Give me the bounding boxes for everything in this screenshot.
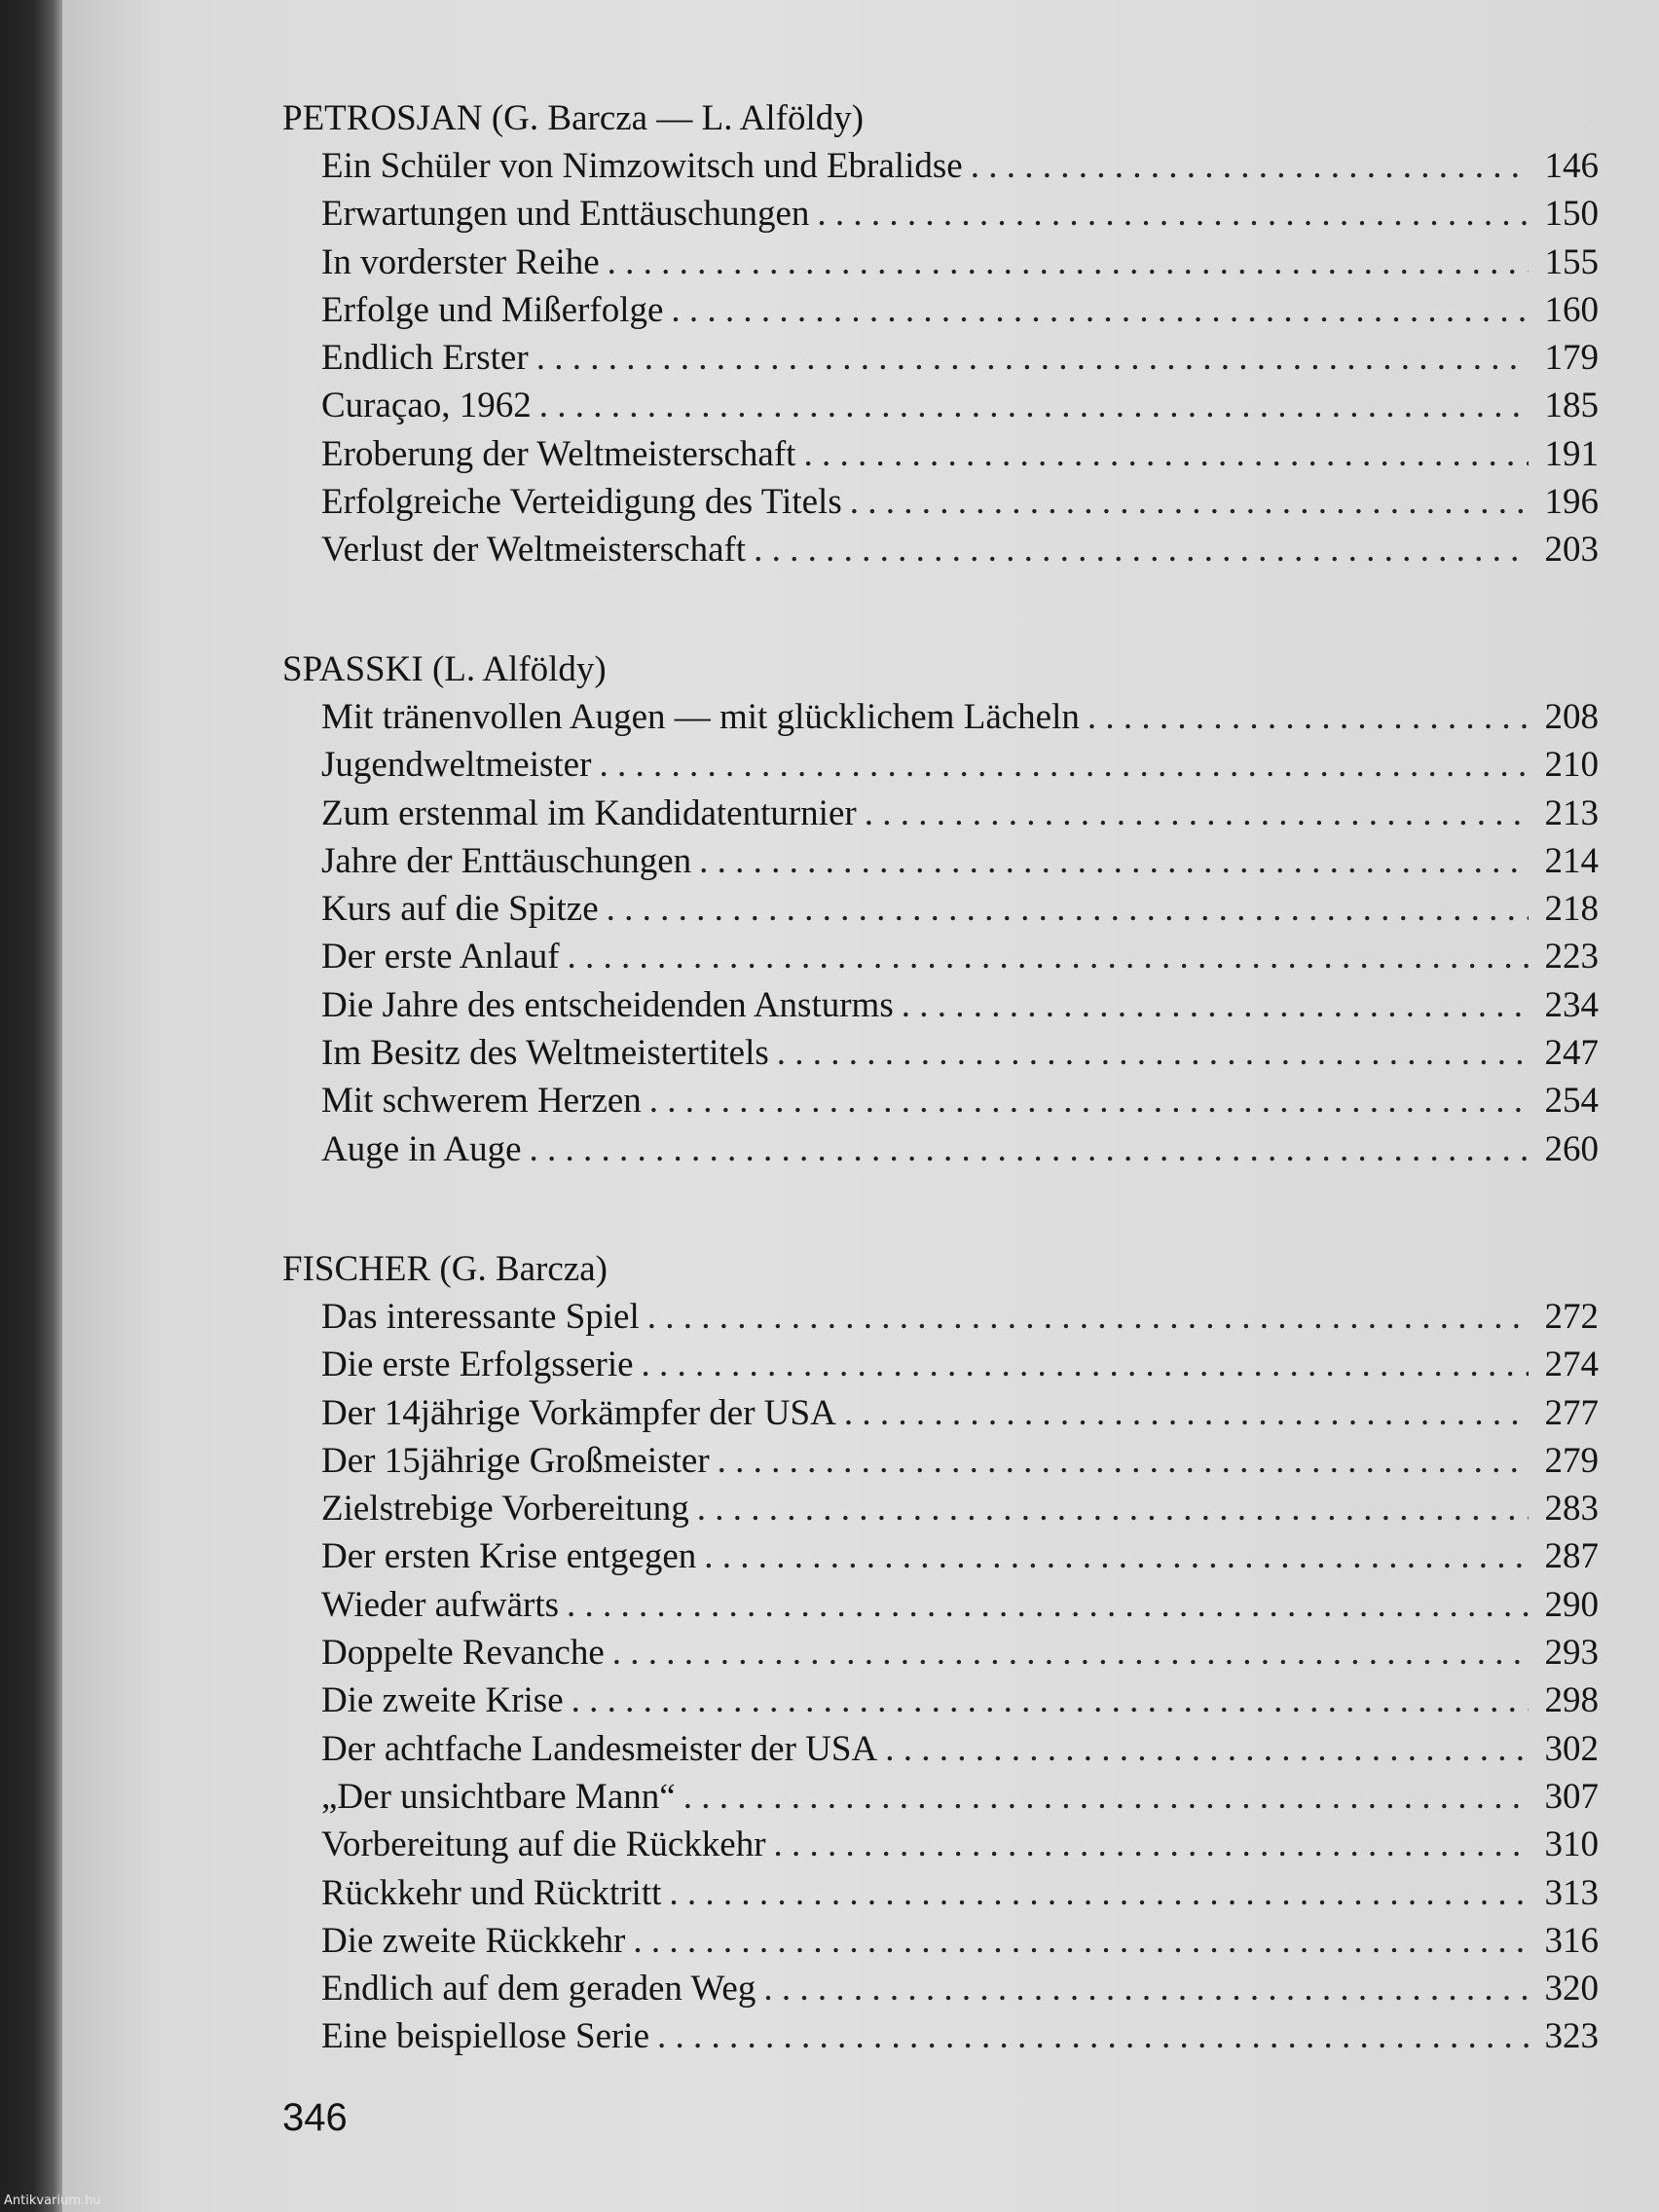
dot-leader — [718, 1437, 1529, 1485]
toc-entry-page: 203 — [1544, 530, 1599, 571]
dot-leader — [865, 790, 1529, 837]
toc-entry-title: Zum erstenmal im Kandidatenturnier — [321, 793, 857, 833]
dot-leader — [683, 1773, 1529, 1821]
toc-entry-page: 247 — [1544, 1033, 1599, 1074]
toc-entry-title: Erfolgreiche Verteidigung des Titels — [321, 482, 842, 523]
toc-entry-page: 290 — [1544, 1584, 1599, 1625]
toc-entry-page: 274 — [1544, 1345, 1599, 1385]
section-heading-name: SPASSKI — [282, 649, 424, 689]
dot-leader — [699, 837, 1529, 885]
toc-entry — [282, 286, 1599, 334]
toc-entry-page: 307 — [1544, 1776, 1599, 1817]
toc-entry-title: Kurs auf die Spitze — [321, 889, 599, 930]
dot-leader — [657, 2012, 1529, 2060]
section-heading — [282, 95, 1599, 142]
toc-entry-page: 302 — [1544, 1728, 1599, 1769]
toc-entry-title: Wieder aufwärts — [321, 1584, 560, 1625]
dot-leader — [612, 1629, 1529, 1677]
dot-leader — [1088, 693, 1529, 741]
toc-entry — [282, 382, 1599, 429]
toc-entry — [282, 1389, 1599, 1437]
toc-entry-page: 272 — [1544, 1297, 1599, 1337]
toc-entry-page: 191 — [1544, 433, 1599, 474]
dot-leader — [642, 1341, 1529, 1388]
dot-leader — [850, 478, 1529, 526]
toc-entry-page: 208 — [1544, 697, 1599, 737]
toc-entry-page: 223 — [1544, 937, 1599, 977]
toc-entry-title: Der erste Anlauf — [321, 937, 560, 977]
toc-entry-title: Ein Schüler von Nimzowitsch und Ebralidse — [321, 146, 963, 186]
toc-section-spasski — [282, 646, 1599, 1173]
toc-entry-page: 316 — [1544, 1920, 1599, 1961]
dot-leader — [647, 1293, 1529, 1341]
toc-entry-title: Jugendweltmeister — [321, 745, 592, 786]
toc-entry — [282, 790, 1599, 837]
toc-entry-title: Im Besitz des Weltmeistertitels — [321, 1033, 769, 1074]
toc-entry-page: 279 — [1544, 1440, 1599, 1481]
toc-entry-title: Doppelte Revanche — [321, 1633, 605, 1674]
toc-entry-page: 214 — [1544, 840, 1599, 881]
toc-entry — [282, 190, 1599, 238]
toc-entry-page: 150 — [1544, 194, 1599, 235]
toc-entry-title: Endlich Erster — [321, 338, 529, 379]
toc-entry — [282, 2012, 1599, 2060]
toc-entry-title: Die Jahre des entscheidenden Ansturms — [321, 984, 894, 1025]
toc-entry-title: Mit tränenvollen Augen — mit glücklichem Lächeln — [321, 697, 1080, 737]
toc-entry — [282, 1821, 1599, 1868]
toc-entry — [282, 1341, 1599, 1388]
toc-entry-title: Die erste Erfolgsserie — [321, 1345, 634, 1385]
toc-entry — [282, 1437, 1599, 1485]
toc-entry-page: 196 — [1544, 482, 1599, 523]
toc-entry-page: 254 — [1544, 1081, 1599, 1122]
toc-entry-title: Zielstrebige Vorbereitung — [321, 1489, 689, 1530]
dot-leader — [568, 933, 1529, 980]
book-spine — [0, 0, 62, 2212]
toc-entry-title: Curaçao, 1962 — [321, 386, 532, 426]
toc-entry-title: Jahre der Enttäuschungen — [321, 840, 692, 881]
dot-leader — [704, 1532, 1529, 1580]
toc-entry-page: 310 — [1544, 1825, 1599, 1865]
toc-entry-page: 234 — [1544, 984, 1599, 1025]
section-heading-authors: (L. Alföldy) — [431, 649, 607, 689]
toc-entry — [282, 837, 1599, 885]
toc-entry — [282, 239, 1599, 286]
toc-entry — [282, 334, 1599, 382]
toc-entry-page: 293 — [1544, 1633, 1599, 1674]
toc-entry — [282, 1917, 1599, 1965]
toc-entry — [282, 1581, 1599, 1629]
section-heading-name: PETROSJAN — [282, 98, 483, 138]
toc-entry-title: Mit schwerem Herzen — [321, 1081, 642, 1122]
toc-entry — [282, 142, 1599, 190]
toc-entry — [282, 933, 1599, 980]
toc-entry-page: 155 — [1544, 241, 1599, 282]
dot-leader — [803, 430, 1529, 478]
toc-entry-title: In vorderster Reihe — [321, 241, 600, 282]
section-heading-authors: (G. Barcza) — [439, 1249, 608, 1289]
toc-entry-page: 160 — [1544, 289, 1599, 330]
toc-entry-page: 213 — [1544, 793, 1599, 833]
dot-leader — [671, 286, 1529, 334]
dot-leader — [902, 981, 1529, 1029]
toc-entry-page: 218 — [1544, 889, 1599, 930]
toc-entries — [282, 142, 1599, 574]
dot-leader — [607, 885, 1529, 933]
toc-entry-page: 298 — [1544, 1680, 1599, 1721]
toc-entry — [282, 1965, 1599, 2012]
dot-leader — [633, 1917, 1529, 1965]
watermark-text: Antikvarium.hu — [4, 2194, 101, 2208]
dot-leader — [567, 1581, 1529, 1629]
toc-entry — [282, 1293, 1599, 1341]
dot-leader — [844, 1389, 1529, 1437]
toc-entries — [282, 693, 1599, 1173]
dot-leader — [669, 1869, 1529, 1917]
toc-entry-page: 210 — [1544, 745, 1599, 786]
section-heading-name: FISCHER — [282, 1249, 431, 1289]
toc-entry-page: 323 — [1544, 2016, 1599, 2057]
toc-entry-page: 287 — [1544, 1536, 1599, 1577]
toc-entry-title: Der 15jährige Großmeister — [321, 1440, 710, 1481]
toc-entry-title: „Der unsichtbare Mann“ — [321, 1776, 676, 1817]
toc-entry — [282, 693, 1599, 741]
dot-leader — [536, 334, 1529, 382]
toc-entry — [282, 1029, 1599, 1077]
dot-leader — [777, 1029, 1529, 1077]
toc-entry-page: 320 — [1544, 1969, 1599, 2009]
toc-section-petrosjan — [282, 95, 1599, 574]
dot-leader — [530, 1125, 1529, 1173]
dot-leader — [774, 1821, 1529, 1868]
dot-leader — [649, 1077, 1529, 1124]
toc-entry-title: Eine beispiellose Serie — [321, 2016, 650, 2057]
toc-entry-page: 260 — [1544, 1128, 1599, 1169]
toc-entry-page: 146 — [1544, 146, 1599, 186]
toc-entry — [282, 1629, 1599, 1677]
toc-entry-page: 185 — [1544, 386, 1599, 426]
toc-entry-title: Erwartungen und Enttäuschungen — [321, 194, 810, 235]
section-heading — [282, 646, 1599, 693]
toc-entry — [282, 1869, 1599, 1917]
dot-leader — [754, 526, 1529, 573]
toc-entry-title: Erfolge und Mißerfolge — [321, 289, 664, 330]
toc-entry — [282, 1725, 1599, 1773]
toc-entry-title: Der 14jährige Vorkämpfer der USA — [321, 1392, 836, 1433]
toc-entry-page: 179 — [1544, 338, 1599, 379]
toc-entry-page: 283 — [1544, 1489, 1599, 1530]
toc-entry — [282, 1677, 1599, 1724]
dot-leader — [697, 1485, 1529, 1532]
toc-entry — [282, 1773, 1599, 1821]
dot-leader — [885, 1725, 1529, 1773]
dot-leader — [971, 142, 1529, 190]
toc-entry-title: Verlust der Weltmeisterschaft — [321, 530, 747, 571]
toc-entry — [282, 478, 1599, 526]
toc-entry-title: Eroberung der Weltmeisterschaft — [321, 433, 796, 474]
dot-leader — [599, 741, 1529, 789]
toc-entry-title: Auge in Auge — [321, 1128, 522, 1169]
toc-entry-page: 313 — [1544, 1872, 1599, 1913]
section-heading — [282, 1246, 1599, 1293]
toc-entry-page: 277 — [1544, 1392, 1599, 1433]
toc-entry-title: Der achtfache Landesmeister der USA — [321, 1728, 878, 1769]
toc-entry — [282, 526, 1599, 573]
toc-entry-title: Vorbereitung auf die Rückkehr — [321, 1825, 766, 1865]
toc-entry — [282, 741, 1599, 789]
section-heading-authors: (G. Barcza — L. Alföldy) — [491, 98, 865, 138]
dot-leader — [817, 190, 1529, 238]
toc-entry — [282, 1532, 1599, 1580]
toc-entry-title: Die zweite Krise — [321, 1680, 564, 1721]
dot-leader — [571, 1677, 1529, 1724]
toc-entries — [282, 1293, 1599, 2061]
dot-leader — [608, 239, 1529, 286]
toc-entry — [282, 430, 1599, 478]
toc-entry-title: Die zweite Rückkehr — [321, 1920, 626, 1961]
toc-entry-title: Das interessante Spiel — [321, 1297, 640, 1337]
dot-leader — [763, 1965, 1529, 2012]
toc-entry — [282, 885, 1599, 933]
page-number: 346 — [282, 2096, 348, 2139]
toc-entry-title: Rückkehr und Rücktritt — [321, 1872, 662, 1913]
toc-entry — [282, 1125, 1599, 1173]
toc-entry-title: Endlich auf dem geraden Weg — [321, 1969, 756, 2009]
toc-entry — [282, 1485, 1599, 1532]
dot-leader — [539, 382, 1529, 429]
toc-entry — [282, 1077, 1599, 1124]
toc-section-fischer — [282, 1246, 1599, 2061]
toc-entry-title: Der ersten Krise entgegen — [321, 1536, 697, 1577]
toc-entry — [282, 981, 1599, 1029]
